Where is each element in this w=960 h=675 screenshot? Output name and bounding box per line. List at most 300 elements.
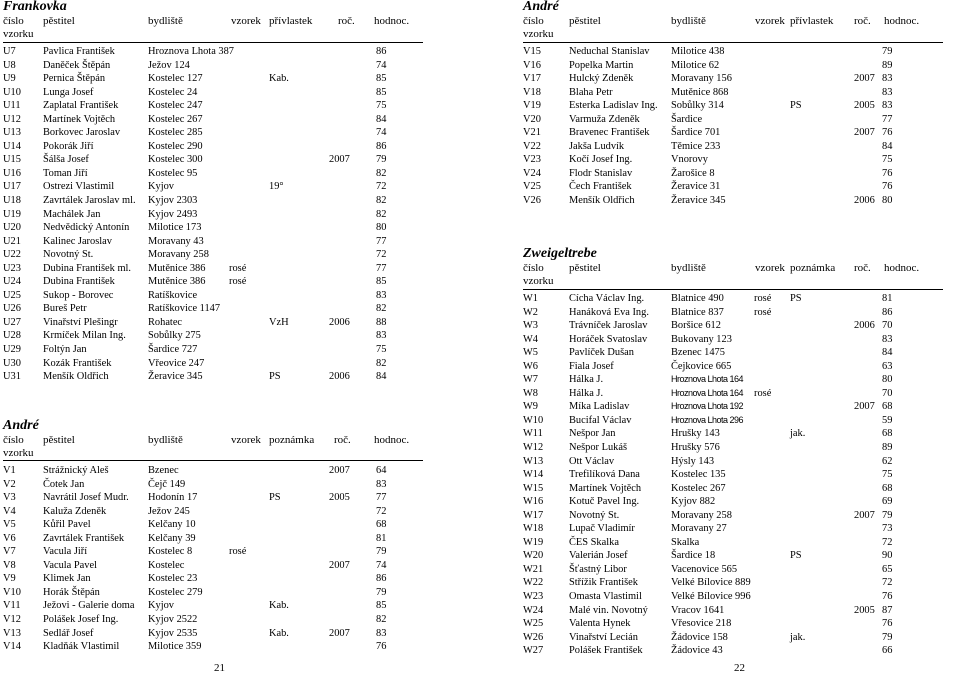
cell-pestitel: Bucifal Václav [569, 414, 632, 426]
cell-hodnoc: 74 [376, 559, 387, 571]
table-header [523, 262, 943, 288]
cell-pestitel: Trefilíková Dana [569, 469, 640, 481]
table-row [3, 464, 423, 478]
header-vzorku: vzorku [3, 447, 34, 459]
cell-cislo: V4 [3, 505, 16, 517]
cell-cislo: W27 [523, 645, 544, 657]
cell-cislo: U19 [3, 208, 21, 220]
cell-hodnoc: 84 [882, 347, 893, 359]
cell-hodnoc: 80 [882, 195, 893, 207]
cell-pestitel: Lupač Vladimír [569, 523, 635, 535]
cell-hodnoc: 86 [376, 573, 387, 585]
table-row [523, 644, 943, 658]
cell-pestitel: ČES Skalka [569, 536, 619, 548]
table-row [523, 455, 943, 469]
cell-hodnoc: 79 [376, 586, 387, 598]
header-cislo: číslo [3, 434, 24, 446]
cell-cislo: V10 [3, 586, 21, 598]
cell-hodnoc: 74 [376, 59, 387, 71]
cell-roc: 2005 [854, 100, 875, 112]
table-row [523, 590, 943, 604]
table-row [3, 167, 423, 181]
cell-bydliste: Šardice 701 [671, 127, 721, 139]
cell-cislo: U23 [3, 262, 21, 274]
header-divider [523, 289, 943, 290]
table-row [3, 194, 423, 208]
cell-bydliste: Čejkovice 665 [671, 360, 732, 372]
cell-bydliste: Kostelec 247 [148, 100, 203, 112]
table-row [3, 491, 423, 505]
cell-pestitel: Šálša Josef [43, 154, 89, 166]
cell-hodnoc: 70 [882, 320, 893, 332]
cell-hodnoc: 76 [882, 591, 893, 603]
cell-bydliste: Boršice 612 [671, 320, 721, 332]
cell-hodnoc: 86 [376, 46, 387, 57]
cell-pestitel: Pernica Štěpán [43, 73, 106, 85]
table-row [523, 45, 943, 59]
cell-bydliste: Kostelec 127 [148, 73, 203, 85]
cell-pestitel: Vinařství Plešingr [43, 316, 118, 328]
cell-hodnoc: 76 [882, 127, 893, 139]
table-row [523, 414, 943, 428]
cell-hodnoc: 76 [882, 167, 893, 179]
section-title: André [523, 0, 559, 14]
cell-bydliste: Ratíškovice 1147 [148, 303, 221, 315]
cell-cislo: W1 [523, 293, 539, 304]
cell-hodnoc: 80 [882, 374, 893, 386]
cell-cislo: V22 [523, 140, 541, 152]
table-row [523, 126, 943, 140]
cell-bydliste: Sobůlky 275 [148, 330, 201, 342]
header-cislo: číslo [3, 15, 24, 27]
section-frankovka [3, 0, 423, 383]
cell-hodnoc: 87 [882, 604, 893, 616]
table-row [523, 509, 943, 523]
cell-hodnoc: 68 [882, 401, 893, 413]
cell-bydliste: Milotice 438 [671, 46, 725, 57]
cell-cislo: U17 [3, 181, 21, 193]
table-row [3, 559, 423, 573]
cell-hodnoc: 86 [376, 140, 387, 152]
cell-hodnoc: 72 [376, 181, 387, 193]
page-number: 22 [734, 662, 745, 674]
cell-cislo: U26 [3, 303, 21, 315]
cell-roc: 2005 [329, 492, 350, 504]
cell-hodnoc: 79 [882, 631, 893, 643]
cell-pestitel: Martínek Vojtěch [43, 113, 116, 125]
table-row [523, 549, 943, 563]
cell-cislo: V15 [523, 46, 541, 57]
cell-roc: 2007 [329, 465, 350, 476]
table-row [523, 495, 943, 509]
table-row [523, 72, 943, 86]
table-header [3, 434, 423, 460]
cell-cislo: U16 [3, 167, 21, 179]
cell-pestitel: Novotný St. [569, 509, 620, 521]
cell-hodnoc: 63 [882, 360, 893, 372]
cell-bydliste: Hroznova Lhota 164 [671, 374, 744, 385]
section-title: André [3, 418, 39, 433]
table-header [523, 15, 943, 41]
cell-hodnoc: 83 [882, 73, 893, 85]
cell-pestitel: Pavlica František [43, 46, 115, 57]
cell-cislo: V6 [3, 532, 16, 544]
cell-bydliste: Kostelec 8 [148, 546, 193, 558]
header-vzorek: vzorek [231, 15, 261, 27]
cell-pestitel: Bureš Petr [43, 303, 87, 315]
cell-hodnoc: 68 [882, 482, 893, 494]
cell-pestitel: Klimek Jan [43, 573, 91, 585]
cell-extra: PS [269, 371, 281, 383]
table-row [523, 360, 943, 374]
cell-bydliste: Moravany 258 [671, 509, 732, 521]
cell-bydliste: Velké Bílovice 889 [671, 577, 751, 589]
cell-hodnoc: 70 [882, 387, 893, 399]
cell-pestitel: Borkovec Jaroslav [43, 127, 121, 139]
table-row [523, 180, 943, 194]
cell-cislo: U28 [3, 330, 21, 342]
table-row [3, 343, 423, 357]
cell-pestitel: Ježovi - Galerie doma [43, 600, 135, 612]
cell-pestitel: Sedlář Josef [43, 627, 94, 639]
table-body [3, 45, 423, 384]
cell-pestitel: Cícha Václav Ing. [569, 293, 645, 304]
cell-hodnoc: 89 [882, 442, 893, 454]
cell-bydliste: Šardice [671, 113, 703, 125]
cell-pestitel: Kalinec Jaroslav [43, 235, 112, 247]
cell-hodnoc: 81 [376, 532, 387, 544]
cell-cislo: W10 [523, 414, 544, 426]
cell-bydliste: Čejč 149 [148, 478, 186, 490]
cell-bydliste: Kostelec 135 [671, 469, 726, 481]
cell-bydliste: Moravany 156 [671, 73, 732, 85]
cell-pestitel: Lunga Josef [43, 86, 94, 98]
header-hodnoc: hodnoc. [374, 434, 410, 446]
cell-roc: 2007 [854, 73, 875, 85]
cell-vzorek: rosé [229, 546, 247, 558]
cell-bydliste: Blatnice 837 [671, 306, 724, 318]
table-row [523, 99, 943, 113]
table-row [523, 604, 943, 618]
cell-pestitel: Hálka J. [569, 387, 604, 399]
cell-pestitel: Trávníček Jaroslav [569, 320, 648, 332]
cell-hodnoc: 77 [376, 262, 387, 274]
cell-cislo: V24 [523, 167, 541, 179]
cell-cislo: U11 [3, 100, 21, 112]
cell-extra: 19° [269, 181, 284, 193]
cell-cislo: V12 [3, 614, 21, 626]
cell-hodnoc: 82 [376, 303, 387, 315]
cell-pestitel: Kladňák Vlastimil [43, 641, 120, 653]
cell-cislo: U12 [3, 113, 21, 125]
table-row [3, 572, 423, 586]
cell-cislo: W21 [523, 563, 544, 575]
cell-extra: jak. [790, 631, 806, 643]
table-row [3, 289, 423, 303]
table-row [523, 400, 943, 414]
cell-hodnoc: 77 [882, 113, 893, 125]
cell-cislo: W13 [523, 455, 544, 467]
cell-bydliste: Kelčany 10 [148, 519, 196, 531]
page-number: 21 [214, 662, 225, 674]
table-row [3, 613, 423, 627]
cell-pestitel: Vacula Jiří [43, 546, 88, 558]
cell-pestitel: Novotný St. [43, 249, 94, 261]
table-row [3, 248, 423, 262]
table-row [3, 357, 423, 371]
cell-cislo: W23 [523, 591, 544, 603]
cell-cislo: V2 [3, 478, 16, 490]
cell-hodnoc: 68 [882, 428, 893, 440]
cell-pestitel: Sukop - Borovec [43, 289, 114, 301]
cell-cislo: V7 [3, 546, 16, 558]
cell-cislo: W24 [523, 604, 544, 616]
table-row [523, 441, 943, 455]
cell-cislo: W25 [523, 618, 544, 630]
table-row [3, 235, 423, 249]
cell-bydliste: Moravany 258 [148, 249, 209, 261]
cell-pestitel: Kozák František [43, 357, 112, 369]
table-row [3, 126, 423, 140]
table-row [523, 617, 943, 631]
table-row [3, 180, 423, 194]
cell-bydliste: Kostelec 267 [671, 482, 726, 494]
table-row [523, 522, 943, 536]
cell-pestitel: Kaluža Zdeněk [43, 505, 107, 517]
cell-pestitel: Kůřil Pavel [43, 519, 91, 531]
table-row [3, 545, 423, 559]
table-row [3, 153, 423, 167]
header-extra: poznámka [269, 434, 315, 446]
cell-bydliste: Bzenec 1475 [671, 347, 725, 359]
cell-hodnoc: 72 [376, 249, 387, 261]
header-hodnoc: hodnoc. [884, 262, 920, 274]
cell-roc: 2006 [854, 320, 875, 332]
cell-cislo: W11 [523, 428, 543, 440]
cell-cislo: V8 [3, 559, 16, 571]
cell-cislo: V1 [3, 465, 16, 476]
table-body [523, 292, 943, 658]
cell-hodnoc: 73 [882, 523, 893, 535]
cell-pestitel: Menšík Oldřich [569, 195, 635, 207]
cell-extra: VzH [269, 316, 289, 328]
cell-bydliste: Žeravice 31 [671, 181, 721, 193]
cell-bydliste: Kostelec 300 [148, 154, 203, 166]
cell-pestitel: Martínek Vojtěch [569, 482, 642, 494]
cell-cislo: U27 [3, 316, 21, 328]
section-zweigeltrebe [523, 246, 943, 657]
cell-hodnoc: 79 [882, 509, 893, 521]
cell-pestitel: Polášek Josef Ing. [43, 614, 119, 626]
cell-hodnoc: 69 [882, 496, 893, 508]
cell-cislo: U22 [3, 249, 21, 261]
cell-cislo: W12 [523, 442, 544, 454]
cell-hodnoc: 89 [882, 59, 893, 71]
cell-cislo: W9 [523, 401, 539, 413]
cell-bydliste: Milotice 359 [148, 641, 202, 653]
cell-pestitel: Ott Václav [569, 455, 615, 467]
header-pestitel: pěstitel [43, 15, 75, 27]
table-row [523, 333, 943, 347]
cell-vzorek: rosé [229, 276, 247, 288]
header-vzorku: vzorku [3, 28, 34, 40]
table-row [3, 86, 423, 100]
cell-cislo: W2 [523, 306, 539, 318]
cell-bydliste: Hodonín 17 [148, 492, 198, 504]
cell-pestitel: Zaplatal František [43, 100, 119, 112]
header-roc: roč. [854, 15, 871, 27]
cell-pestitel: Horáček Svatoslav [569, 333, 648, 345]
cell-cislo: V17 [523, 73, 541, 85]
table-row [523, 306, 943, 320]
cell-cislo: V26 [523, 195, 541, 207]
table-row [523, 427, 943, 441]
section-andre-continued [523, 0, 943, 207]
table-row [3, 99, 423, 113]
cell-cislo: W22 [523, 577, 544, 589]
cell-hodnoc: 84 [376, 371, 387, 383]
cell-bydliste: Kyjov [148, 600, 174, 612]
cell-cislo: V9 [3, 573, 16, 585]
cell-hodnoc: 66 [882, 645, 893, 657]
cell-cislo: W20 [523, 550, 544, 562]
cell-pestitel: Machálek Jan [43, 208, 101, 220]
table-row [523, 140, 943, 154]
cell-extra: PS [790, 293, 802, 304]
cell-cislo: W14 [523, 469, 544, 481]
cell-cislo: W17 [523, 509, 544, 521]
cell-hodnoc: 82 [376, 357, 387, 369]
cell-bydliste: Kyjov 2522 [148, 614, 198, 626]
cell-hodnoc: 79 [882, 46, 893, 57]
cell-roc: 2007 [854, 509, 875, 521]
cell-roc: 2007 [854, 127, 875, 139]
header-roc: roč. [334, 434, 351, 446]
cell-cislo: U30 [3, 357, 21, 369]
cell-pestitel: Hulcký Zdeněk [569, 73, 634, 85]
cell-hodnoc: 85 [376, 73, 387, 85]
cell-hodnoc: 83 [376, 478, 387, 490]
header-pestitel: pěstitel [43, 434, 75, 446]
cell-bydliste: Bukovany 123 [671, 333, 732, 345]
cell-hodnoc: 75 [376, 344, 387, 356]
cell-cislo: V20 [523, 113, 541, 125]
cell-extra: PS [790, 550, 802, 562]
cell-pestitel: Navrátil Josef Mudr. [43, 492, 129, 504]
cell-cislo: W19 [523, 536, 544, 548]
cell-hodnoc: 72 [376, 505, 387, 517]
cell-bydliste: Vacenovice 565 [671, 563, 738, 575]
cell-cislo: V18 [523, 86, 541, 98]
section-title: Frankovka [3, 0, 67, 14]
cell-hodnoc: 83 [882, 333, 893, 345]
table-row [3, 140, 423, 154]
table-row [523, 153, 943, 167]
cell-pestitel: Neduchal Stanislav [569, 46, 650, 57]
cell-pestitel: Čotek Jan [43, 478, 85, 490]
cell-cislo: W5 [523, 347, 539, 359]
table-row [523, 59, 943, 73]
cell-extra: Kab. [269, 73, 289, 85]
cell-cislo: W18 [523, 523, 544, 535]
table-row [3, 586, 423, 600]
cell-pestitel: Blaha Petr [569, 86, 613, 98]
cell-pestitel: Hálka J. [569, 374, 604, 386]
cell-hodnoc: 72 [882, 536, 893, 548]
header-cislo: číslo [523, 262, 544, 274]
cell-cislo: V13 [3, 627, 21, 639]
cell-bydliste: Kostelec 267 [148, 113, 203, 125]
cell-hodnoc: 83 [882, 100, 893, 112]
cell-bydliste: Ježov 124 [148, 59, 190, 71]
cell-cislo: W7 [523, 374, 539, 386]
cell-bydliste: Hroznova Lhota 164 [671, 387, 744, 398]
cell-roc: 2007 [329, 559, 350, 571]
table-row [523, 86, 943, 100]
cell-pestitel: Valenta Hynek [569, 618, 631, 630]
cell-bydliste: Kyjov 2303 [148, 195, 198, 207]
header-vzorek: vzorek [231, 434, 261, 446]
cell-pestitel: Polášek František [569, 645, 643, 657]
cell-pestitel: Nedvědický Antonín [43, 222, 130, 234]
table-row [523, 167, 943, 181]
cell-hodnoc: 76 [882, 181, 893, 193]
cell-hodnoc: 83 [376, 627, 387, 639]
cell-hodnoc: 79 [376, 546, 387, 558]
cell-cislo: V11 [3, 600, 21, 612]
cell-cislo: U13 [3, 127, 21, 139]
header-extra: přívlastek [790, 15, 834, 27]
cell-hodnoc: 84 [376, 113, 387, 125]
cell-pestitel: Esterka Ladislav Ing. [569, 100, 658, 112]
cell-bydliste: Hýsly 143 [671, 455, 715, 467]
cell-bydliste: Žeravice 345 [671, 195, 726, 207]
cell-cislo: W26 [523, 631, 544, 643]
section-title: Zweigeltrebe [523, 246, 597, 261]
cell-cislo: V25 [523, 181, 541, 193]
cell-hodnoc: 85 [376, 276, 387, 288]
cell-pestitel: Pokorák Jiří [43, 140, 94, 152]
cell-bydliste: Těmice 233 [671, 140, 721, 152]
cell-pestitel: Dubina František ml. [43, 262, 132, 274]
table-row [3, 518, 423, 532]
cell-bydliste: Kostelec [148, 559, 185, 571]
cell-pestitel: Horák Štěpán [43, 586, 100, 598]
cell-hodnoc: 83 [882, 86, 893, 98]
table-row [523, 319, 943, 333]
cell-hodnoc: 82 [376, 208, 387, 220]
header-hodnoc: hodnoc. [374, 15, 410, 27]
cell-pestitel: Kočí Josef Ing. [569, 154, 633, 166]
header-pestitel: pěstitel [569, 15, 601, 27]
cell-bydliste: Žarošice 8 [671, 167, 715, 179]
header-hodnoc: hodnoc. [884, 15, 920, 27]
header-bydliste: bydliště [148, 15, 183, 27]
cell-hodnoc: 68 [376, 519, 387, 531]
cell-vzorek: rosé [754, 306, 772, 318]
table-row [523, 536, 943, 550]
cell-cislo: W15 [523, 482, 544, 494]
cell-pestitel: Toman Jiří [43, 167, 88, 179]
cell-bydliste: Vřeovice 247 [148, 357, 205, 369]
cell-bydliste: Hrušky 143 [671, 428, 720, 440]
cell-hodnoc: 82 [376, 167, 387, 179]
cell-hodnoc: 74 [376, 127, 387, 139]
cell-cislo: V21 [523, 127, 541, 139]
table-row [3, 113, 423, 127]
header-bydliste: bydliště [671, 262, 706, 274]
cell-hodnoc: 77 [376, 235, 387, 247]
